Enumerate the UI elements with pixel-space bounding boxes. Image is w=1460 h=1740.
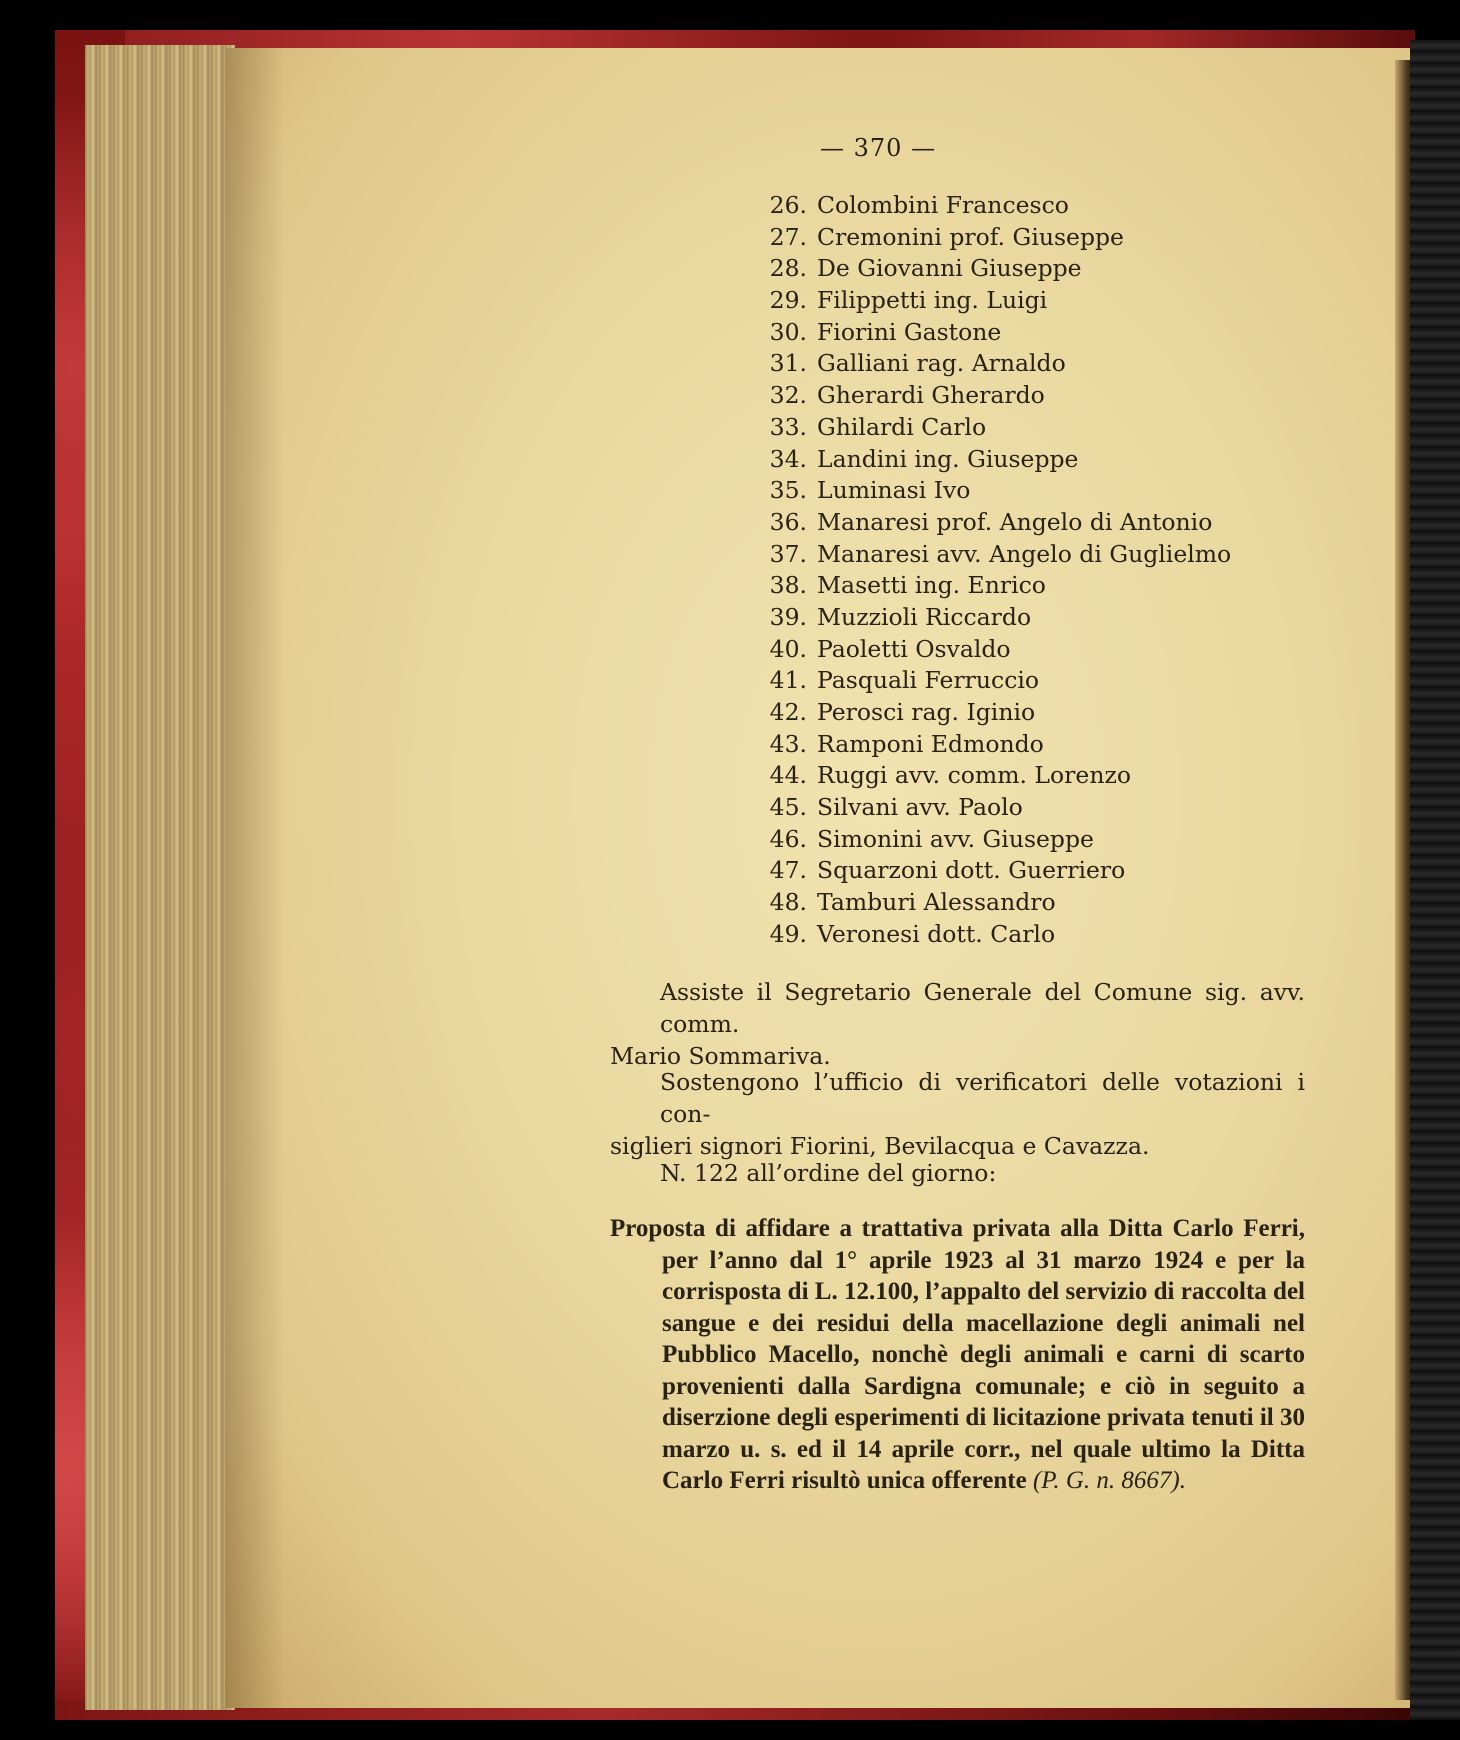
list-item-number: 43. xyxy=(769,729,807,758)
list-item-number: 28. xyxy=(769,254,807,283)
list-item-name: Ruggi avv. comm. Lorenzo xyxy=(817,761,1131,790)
list-item-name: De Giovanni Giuseppe xyxy=(817,254,1082,283)
gutter-shadow xyxy=(225,48,285,1708)
list-item-number: 32. xyxy=(769,381,807,410)
proposal-text: Proposta di affidare a trattativa privata alla Ditta Carlo Ferri, per l’anno dal 1° aprile 1923 al 31 marzo 1924 e per la corrisposta di L. 12.100, l’appalto del servizio di raccolta del sangue e dei residui della macellazione degli animali nel Pubblico Macello, nonchè degli animali e carni di scarto provenienti dalla Sardigna comunale; e ciò in seguito a diserzione degli esperimenti di licitazione privata tenuti il 30 marzo u. s. ed il 14 aprile corr., nel quale ultimo la Ditta Carlo Ferri risultò unica offerente xyxy=(610,1215,1306,1494)
list-item xyxy=(757,792,1231,824)
list-item-number: 42. xyxy=(769,698,807,726)
list-item-number: 26. xyxy=(769,191,807,219)
tellers-line-1: Sostengono l’ufficio di verificatori delle votazioni i con- xyxy=(660,1068,1305,1128)
list-item-number: 40. xyxy=(769,634,807,663)
page-number: — 370 — xyxy=(820,134,937,162)
list-item-number: 45. xyxy=(769,793,807,822)
list-item-name: Manaresi avv. Angelo di Guglielmo xyxy=(817,539,1232,568)
list-item-number: 49. xyxy=(769,919,807,948)
list-item xyxy=(757,602,1231,634)
list-item-number: 44. xyxy=(769,761,807,790)
list-item xyxy=(757,570,1231,602)
list-item-number: 41. xyxy=(769,666,807,695)
list-item xyxy=(757,665,1231,697)
list-item xyxy=(757,475,1231,507)
list-item-name: Fiorini Gastone xyxy=(817,317,1002,346)
list-item-name: Gherardi Gherardo xyxy=(817,381,1045,410)
list-item-number: 46. xyxy=(769,824,807,853)
list-item xyxy=(757,760,1231,792)
council-member-list xyxy=(757,190,1231,951)
list-item-name: Squarzoni dott. Guerriero xyxy=(817,856,1126,885)
list-item-number: 31. xyxy=(769,349,807,378)
list-item-name: Filippetti ing. Luigi xyxy=(817,286,1048,315)
list-item xyxy=(757,539,1231,571)
list-item-name: Silvani avv. Paolo xyxy=(817,793,1023,822)
list-item-number: 47. xyxy=(769,856,807,885)
book-cover-right-edge xyxy=(1410,40,1460,1720)
list-item-number: 36. xyxy=(769,507,807,536)
list-item-number: 34. xyxy=(769,444,807,473)
list-item-name: Simonini avv. Giuseppe xyxy=(817,824,1094,853)
list-item xyxy=(757,253,1231,285)
list-item xyxy=(757,729,1231,761)
list-item xyxy=(757,190,1231,222)
list-item-number: 27. xyxy=(769,222,807,251)
agenda-item-line: N. 122 all’ordine del giorno: xyxy=(660,1159,997,1187)
list-item-name: Colombini Francesco xyxy=(817,191,1069,219)
list-item-number: 37. xyxy=(769,539,807,568)
list-item xyxy=(757,824,1231,856)
list-item-number: 29. xyxy=(769,286,807,315)
list-item-name: Luminasi Ivo xyxy=(817,476,971,505)
list-item-name: Ramponi Edmondo xyxy=(817,729,1044,758)
list-item xyxy=(757,222,1231,254)
secretary-line-1: Assiste il Segretario Generale del Comune sig. avv. comm. xyxy=(660,978,1305,1038)
list-item-number: 30. xyxy=(769,317,807,346)
list-item-name: Landini ing. Giuseppe xyxy=(817,444,1079,473)
list-item-name: Cremonini prof. Giuseppe xyxy=(817,222,1124,251)
list-item xyxy=(757,412,1231,444)
list-item xyxy=(757,507,1231,539)
list-item-name: Galliani rag. Arnaldo xyxy=(817,349,1066,378)
list-item-name: Masetti ing. Enrico xyxy=(817,571,1046,600)
list-item xyxy=(757,444,1231,476)
secretary-line-2: Mario Sommariva. xyxy=(610,1042,831,1070)
tellers-line-2: siglieri signori Fiorini, Bevilacqua e Cavazza. xyxy=(610,1132,1150,1160)
list-item-number: 33. xyxy=(769,412,807,441)
list-item-number: 48. xyxy=(769,888,807,917)
proposal-heading xyxy=(610,1213,1305,1497)
list-item xyxy=(757,348,1231,380)
list-item xyxy=(757,380,1231,412)
tellers-paragraph xyxy=(610,1066,1305,1162)
page-stack-edges xyxy=(85,45,235,1710)
list-item xyxy=(757,697,1231,729)
list-item-name: Manaresi prof. Angelo di Antonio xyxy=(817,507,1213,536)
proposal-reference: (P. G. n. 8667). xyxy=(1032,1467,1186,1494)
list-item-name: Veronesi dott. Carlo xyxy=(817,919,1056,948)
list-item xyxy=(757,887,1231,919)
list-item xyxy=(757,285,1231,317)
list-item-number: 39. xyxy=(769,602,807,631)
list-item-name: Pasquali Ferruccio xyxy=(817,666,1040,695)
list-item-name: Tamburi Alessandro xyxy=(817,888,1056,917)
list-item-number: 38. xyxy=(769,571,807,600)
list-item-name: Ghilardi Carlo xyxy=(817,412,987,441)
list-item xyxy=(757,919,1231,951)
list-item-name: Paoletti Osvaldo xyxy=(817,634,1011,663)
list-item xyxy=(757,317,1231,349)
list-item xyxy=(757,855,1231,887)
list-item xyxy=(757,634,1231,666)
list-item-name: Perosci rag. Iginio xyxy=(817,698,1036,726)
list-item-name: Muzzioli Riccardo xyxy=(817,602,1032,631)
secretary-paragraph xyxy=(610,976,1305,1072)
agenda-item-paragraph xyxy=(610,1157,1305,1189)
list-item-number: 35. xyxy=(769,476,807,505)
